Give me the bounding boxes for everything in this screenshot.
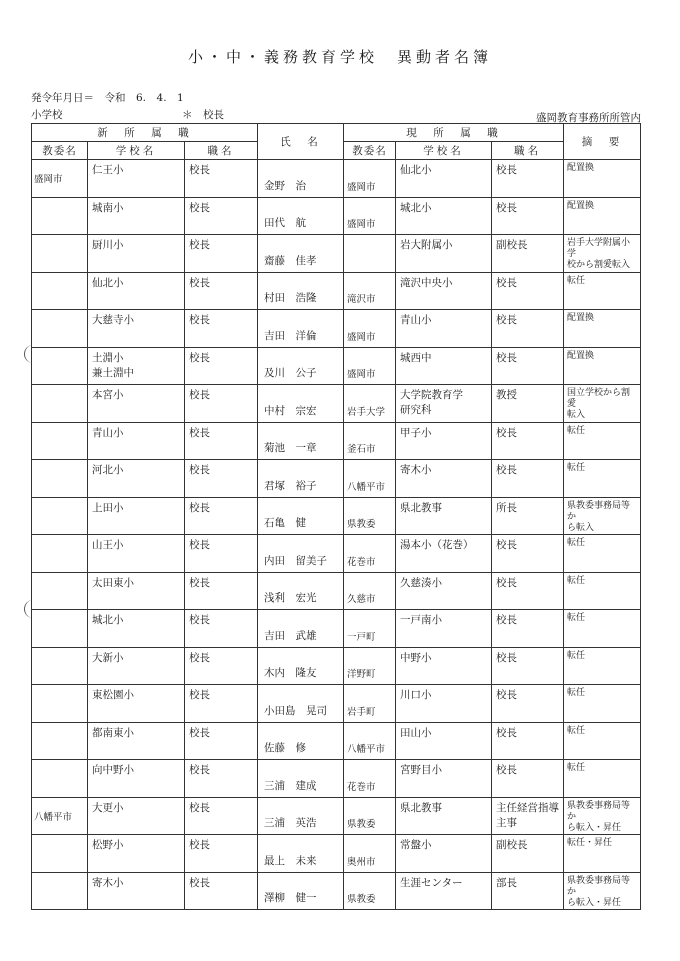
remarks-cell [564, 572, 641, 610]
remarks-cell-line: 県教委事務局等か [567, 500, 631, 522]
table-row [32, 610, 641, 648]
current-position-cell [492, 497, 564, 535]
new-board-cell [32, 422, 88, 460]
current-school-cell [396, 497, 492, 535]
remarks-cell [564, 160, 641, 198]
current-position-cell [492, 310, 564, 348]
person-name-cell: 中村 宗宏 [258, 385, 344, 423]
person-name-cell: 最上 未来 [258, 835, 344, 873]
current-position-cell [492, 160, 564, 198]
current-school-cell-line: 仙北小 [400, 164, 432, 176]
person-name-cell: 澤柳 健一 [258, 872, 344, 910]
current-school-cell [396, 310, 492, 348]
current-school-cell [396, 535, 492, 573]
table-row [32, 872, 641, 910]
remarks-cell [564, 760, 641, 798]
person-name-cell: 石亀 健 [258, 497, 344, 535]
remarks-header: 摘 要 [564, 124, 641, 160]
person-name-cell: 三浦 建成 [258, 760, 344, 798]
current-board-cell [344, 235, 396, 273]
remarks-cell [564, 797, 641, 835]
new-school-cell [88, 797, 185, 835]
current-position-cell [492, 385, 564, 423]
new-position-cell: 校長 [185, 572, 258, 610]
person-name-cell: 君塚 裕子 [258, 460, 344, 498]
new-school-cell-line: 仙北小 [92, 276, 124, 289]
new-school-cell [88, 872, 185, 910]
current-board-cell: 盛岡市 [344, 197, 396, 235]
current-position-cell [492, 610, 564, 648]
current-school-cell-line: 県北教事 [400, 801, 443, 814]
remarks-cell [564, 347, 641, 385]
new-position-cell: 校長 [185, 535, 258, 573]
position-filter: ＊ 校長 [182, 109, 224, 121]
person-name-cell: 浅利 宏光 [258, 572, 344, 610]
current-school-cell [396, 272, 492, 310]
new-position-cell: 校長 [185, 797, 258, 835]
remarks-cell-line: 転任 [567, 463, 586, 473]
new-school-cell-line: 向中野小 [92, 764, 134, 776]
remarks-cell-line: 転任 [567, 538, 586, 548]
current-board-cell: 洋野町 [344, 647, 396, 685]
remarks-cell [564, 272, 641, 310]
current-position-cell [492, 347, 564, 385]
new-school-cell-line: 太田東小 [92, 576, 134, 589]
new-school-cell [88, 685, 185, 723]
current-school-cell-line: 研究科 [400, 404, 432, 416]
current-position-cell [492, 535, 564, 573]
current-school-cell-line: 湯本小（花巻） [400, 539, 474, 551]
current-position-cell [492, 647, 564, 685]
new-board-cell: 盛岡市 [32, 160, 88, 198]
office-name: 盛岡教育事務所所管内 [536, 112, 641, 124]
current-position-cell-line: 校長 [496, 201, 518, 214]
transfer-table [31, 123, 641, 910]
new-position-cell: 校長 [185, 272, 258, 310]
current-school-cell [396, 197, 492, 235]
current-position-cell-line: 校長 [496, 426, 518, 439]
new-board-cell [32, 760, 88, 798]
new-school-cell-line: 仁王小 [92, 164, 124, 176]
current-board-cell: 盛岡市 [344, 347, 396, 385]
remarks-cell-line: 転任 [567, 688, 586, 698]
new-school-cell [88, 835, 185, 873]
current-position-cell-line: 主任経営指導 [496, 801, 560, 814]
current-board-cell: 花巻市 [344, 535, 396, 573]
remarks-cell [564, 535, 641, 573]
current-position-cell-line: 校長 [496, 314, 518, 326]
table-row [32, 385, 641, 423]
current-school-cell-line: 大学院教育学 [400, 389, 464, 401]
table-body [32, 160, 641, 910]
current-school-cell [396, 385, 492, 423]
current-board-cell: 久慈市 [344, 572, 396, 610]
punch-hole-top [24, 345, 35, 363]
remarks-cell [564, 235, 641, 273]
remarks-cell [564, 497, 641, 535]
remarks-cell-line: ら転入 [567, 522, 595, 533]
current-position-cell-line: 校長 [496, 764, 518, 776]
new-position-cell: 校長 [185, 310, 258, 348]
current-board-cell: 岩手大学 [344, 385, 396, 423]
current-position-cell-line: 主事 [496, 816, 518, 829]
new-school-header: 学校名 [88, 142, 185, 160]
table-row [32, 347, 641, 385]
new-school-cell-line: 上田小 [92, 501, 124, 514]
new-board-cell [32, 347, 88, 385]
current-school-cell [396, 422, 492, 460]
table-row [32, 535, 641, 573]
current-position-cell [492, 422, 564, 460]
person-name-cell: 吉田 洋倫 [258, 310, 344, 348]
remarks-cell-line: 転任 [567, 650, 586, 661]
current-school-cell-line: 城西中 [400, 351, 432, 364]
new-school-cell [88, 610, 185, 648]
current-position-cell-line: 校長 [496, 576, 518, 589]
remarks-cell [564, 460, 641, 498]
current-position-cell-line: 校長 [496, 539, 518, 551]
current-position-cell [492, 572, 564, 610]
table-row [32, 572, 641, 610]
current-position-cell-line: 校長 [496, 351, 518, 364]
table-row [32, 310, 641, 348]
name-header: 氏 名 [258, 124, 344, 160]
current-position-cell-line: 校長 [496, 726, 518, 739]
current-school-cell-line: 生涯センター [400, 876, 463, 889]
new-school-cell-line: 都南東小 [92, 726, 134, 739]
new-school-cell-line: 大新小 [92, 651, 124, 664]
current-position-cell-line: 校長 [496, 164, 518, 176]
new-board-cell [32, 572, 88, 610]
current-school-cell-line: 青山小 [400, 314, 432, 326]
current-school-cell [396, 460, 492, 498]
current-position-cell [492, 235, 564, 273]
remarks-cell [564, 722, 641, 760]
current-school-cell-line: 県北教事 [400, 501, 443, 514]
current-position-cell-line: 校長 [496, 689, 518, 701]
current-school-cell [396, 722, 492, 760]
remarks-cell [564, 685, 641, 723]
current-school-cell-line: 甲子小 [400, 426, 432, 439]
remarks-cell-line: 岩手大学附属小学 [567, 238, 631, 259]
table-row [32, 422, 641, 460]
new-school-cell-line: 城北小 [92, 614, 124, 626]
current-school-cell-line: 城北小 [400, 201, 432, 214]
new-school-cell [88, 160, 185, 198]
table-row [32, 797, 641, 835]
remarks-cell-line: 県教委事務局等か [567, 875, 631, 897]
remarks-cell-line: 転入 [567, 410, 586, 420]
new-school-cell-line: 本宮小 [92, 389, 124, 401]
school-type: 小学校 [31, 109, 63, 121]
current-school-cell [396, 610, 492, 648]
current-school-cell-line: 滝沢中央小 [400, 276, 453, 289]
remarks-cell [564, 872, 641, 910]
document-title: 小・中・義務教育学校 異動者名簿 [187, 48, 492, 66]
current-board-cell: 一戸町 [344, 610, 396, 648]
remarks-cell [564, 422, 641, 460]
current-board-cell: 釜石市 [344, 422, 396, 460]
person-name-cell: 内田 留美子 [258, 535, 344, 573]
current-position-cell [492, 872, 564, 910]
current-board-cell: 岩手町 [344, 685, 396, 723]
current-position-header: 職名 [492, 142, 564, 160]
table-row [32, 760, 641, 798]
remarks-cell [564, 310, 641, 348]
current-position-cell [492, 760, 564, 798]
current-position-cell-line: 校長 [496, 464, 518, 476]
remarks-cell [564, 835, 641, 873]
remarks-cell-line: 配置換 [567, 163, 595, 173]
new-board-cell [32, 872, 88, 910]
current-school-cell-line: 常盤小 [400, 839, 432, 851]
new-school-cell [88, 572, 185, 610]
person-name-cell: 齋藤 佳孝 [258, 235, 344, 273]
new-school-cell-line: 大更小 [92, 801, 124, 814]
current-school-cell [396, 760, 492, 798]
current-school-cell-line: 寄木小 [400, 464, 432, 476]
person-name-cell: 木内 隆友 [258, 647, 344, 685]
new-school-cell [88, 535, 185, 573]
new-school-cell-line: 河北小 [92, 464, 124, 476]
person-name-cell: 及川 公子 [258, 347, 344, 385]
current-board-header: 教委名 [344, 142, 396, 160]
new-position-cell: 校長 [185, 460, 258, 498]
current-position-cell [492, 272, 564, 310]
remarks-cell-line: 転任 [567, 763, 586, 773]
person-name-cell: 金野 治 [258, 160, 344, 198]
current-school-cell [396, 235, 492, 273]
table-row [32, 460, 641, 498]
current-school-cell [396, 835, 492, 873]
new-position-cell: 校長 [185, 235, 258, 273]
new-position-cell: 校長 [185, 347, 258, 385]
table-row [32, 160, 641, 198]
remarks-cell-line: 県教委事務局等か [567, 800, 631, 822]
table-row [32, 722, 641, 760]
new-board-cell [32, 497, 88, 535]
current-board-cell: 花巻市 [344, 760, 396, 798]
remarks-cell-line: 配置換 [567, 200, 595, 211]
current-board-cell: 県教委 [344, 872, 396, 910]
new-school-cell-line: 青山小 [92, 426, 124, 439]
new-position-cell: 校長 [185, 685, 258, 723]
new-school-cell-line: 兼土淵中 [92, 366, 134, 379]
remarks-cell-line: 配置換 [567, 313, 595, 323]
new-school-cell-line: 大慈寺小 [92, 314, 134, 326]
person-name-cell: 吉田 武雄 [258, 610, 344, 648]
current-school-cell [396, 647, 492, 685]
new-school-cell [88, 722, 185, 760]
new-board-cell [32, 385, 88, 423]
person-name-cell: 佐藤 修 [258, 722, 344, 760]
person-name-cell: 田代 航 [258, 197, 344, 235]
current-board-cell: 盛岡市 [344, 160, 396, 198]
new-board-cell [32, 835, 88, 873]
table-row [32, 647, 641, 685]
new-school-cell-line: 山王小 [92, 539, 124, 551]
new-school-cell-line: 城南小 [92, 201, 124, 214]
table-row [32, 235, 641, 273]
current-position-cell [492, 685, 564, 723]
new-affiliation-header: 新 所 属 職 [32, 124, 258, 142]
new-position-cell: 校長 [185, 722, 258, 760]
current-school-cell-line: 中野小 [400, 651, 432, 664]
new-school-cell [88, 272, 185, 310]
current-position-cell-line: 所長 [496, 501, 518, 514]
person-name-cell: 小田島 晃司 [258, 685, 344, 723]
current-board-cell: 滝沢市 [344, 272, 396, 310]
new-board-cell [32, 460, 88, 498]
new-school-cell-line: 東松園小 [92, 689, 134, 701]
remarks-cell-line: 転任 [567, 425, 586, 436]
current-position-cell-line: 部長 [496, 876, 518, 889]
remarks-cell [564, 385, 641, 423]
new-board-cell [32, 310, 88, 348]
new-position-cell: 校長 [185, 385, 258, 423]
current-school-header: 学校名 [396, 142, 492, 160]
current-board-cell: 八幡平市 [344, 722, 396, 760]
current-position-cell-line: 校長 [496, 614, 518, 626]
new-position-cell: 校長 [185, 760, 258, 798]
new-school-cell-line: 寄木小 [92, 876, 124, 889]
issue-date: 発令年月日＝ 令和 6. 4. 1 [31, 92, 184, 104]
person-name-cell: 菊池 一章 [258, 422, 344, 460]
current-school-cell [396, 347, 492, 385]
new-school-cell [88, 385, 185, 423]
new-school-cell [88, 347, 185, 385]
table-row [32, 197, 641, 235]
current-school-cell [396, 797, 492, 835]
person-name-cell: 村田 浩隆 [258, 272, 344, 310]
new-position-cell: 校長 [185, 610, 258, 648]
current-position-cell [492, 835, 564, 873]
new-board-cell [32, 610, 88, 648]
current-school-cell-line: 久慈湊小 [400, 576, 443, 589]
new-board-cell [32, 722, 88, 760]
current-school-cell-line: 田山小 [400, 726, 432, 739]
new-school-cell-line: 松野小 [92, 839, 124, 851]
new-board-header: 教委名 [32, 142, 88, 160]
new-position-header: 職名 [185, 142, 258, 160]
new-school-cell [88, 760, 185, 798]
new-board-cell [32, 535, 88, 573]
table-row [32, 835, 641, 873]
remarks-cell-line: 転任・昇任 [567, 838, 613, 848]
current-school-cell-line: 岩大附属小 [400, 239, 453, 251]
current-school-cell-line: 川口小 [400, 689, 432, 701]
current-board-cell: 県教委 [344, 497, 396, 535]
current-position-cell-line: 副校長 [496, 839, 528, 851]
new-position-cell: 校長 [185, 422, 258, 460]
person-name-cell: 三浦 英浩 [258, 797, 344, 835]
new-board-cell [32, 197, 88, 235]
current-position-cell [492, 722, 564, 760]
remarks-cell-line: 配置換 [567, 350, 595, 361]
current-board-cell: 奥州市 [344, 835, 396, 873]
remarks-cell-line: 転任 [567, 613, 586, 623]
new-school-cell [88, 647, 185, 685]
remarks-cell-line: 校から割愛転入 [567, 260, 631, 270]
current-position-cell [492, 797, 564, 835]
new-school-cell [88, 310, 185, 348]
remarks-cell-line: ら転入・昇任 [567, 822, 622, 833]
current-board-cell: 盛岡市 [344, 310, 396, 348]
remarks-cell-line: 転任 [567, 725, 586, 736]
remarks-cell [564, 647, 641, 685]
new-position-cell: 校長 [185, 160, 258, 198]
remarks-cell [564, 610, 641, 648]
new-board-cell [32, 235, 88, 273]
new-school-cell [88, 460, 185, 498]
new-position-cell: 校長 [185, 647, 258, 685]
current-board-cell: 八幡平市 [344, 460, 396, 498]
new-board-cell [32, 272, 88, 310]
current-position-cell [492, 460, 564, 498]
current-position-cell-line: 教授 [496, 389, 518, 401]
new-board-cell: 八幡平市 [32, 797, 88, 835]
current-school-cell-line: 一戸南小 [400, 614, 443, 626]
table-row [32, 272, 641, 310]
new-school-cell [88, 235, 185, 273]
current-affiliation-header: 現 所 属 職 [344, 124, 564, 142]
new-school-cell [88, 422, 185, 460]
remarks-cell-line: ら転入・昇任 [567, 897, 622, 908]
punch-hole-bottom [24, 600, 35, 618]
table-row [32, 497, 641, 535]
current-school-cell [396, 872, 492, 910]
new-board-cell [32, 647, 88, 685]
current-board-cell: 県教委 [344, 797, 396, 835]
current-school-cell [396, 160, 492, 198]
new-school-cell-line: 土淵小 [92, 351, 124, 364]
new-position-cell: 校長 [185, 197, 258, 235]
remarks-cell-line: 転任 [567, 575, 586, 586]
remarks-cell-line: 国立学校から割愛 [567, 388, 631, 409]
current-position-cell [492, 197, 564, 235]
new-school-cell-line: 厨川小 [92, 239, 124, 251]
new-board-cell [32, 685, 88, 723]
current-school-cell [396, 572, 492, 610]
new-school-cell [88, 197, 185, 235]
current-school-cell [396, 685, 492, 723]
current-position-cell-line: 校長 [496, 651, 518, 664]
remarks-cell-line: 転任 [567, 275, 586, 286]
new-position-cell: 校長 [185, 497, 258, 535]
new-position-cell: 校長 [185, 872, 258, 910]
current-position-cell-line: 校長 [496, 276, 518, 289]
current-school-cell-line: 宮野目小 [400, 764, 443, 776]
current-position-cell-line: 副校長 [496, 239, 528, 251]
new-position-cell: 校長 [185, 835, 258, 873]
table-row [32, 685, 641, 723]
new-school-cell [88, 497, 185, 535]
remarks-cell [564, 197, 641, 235]
